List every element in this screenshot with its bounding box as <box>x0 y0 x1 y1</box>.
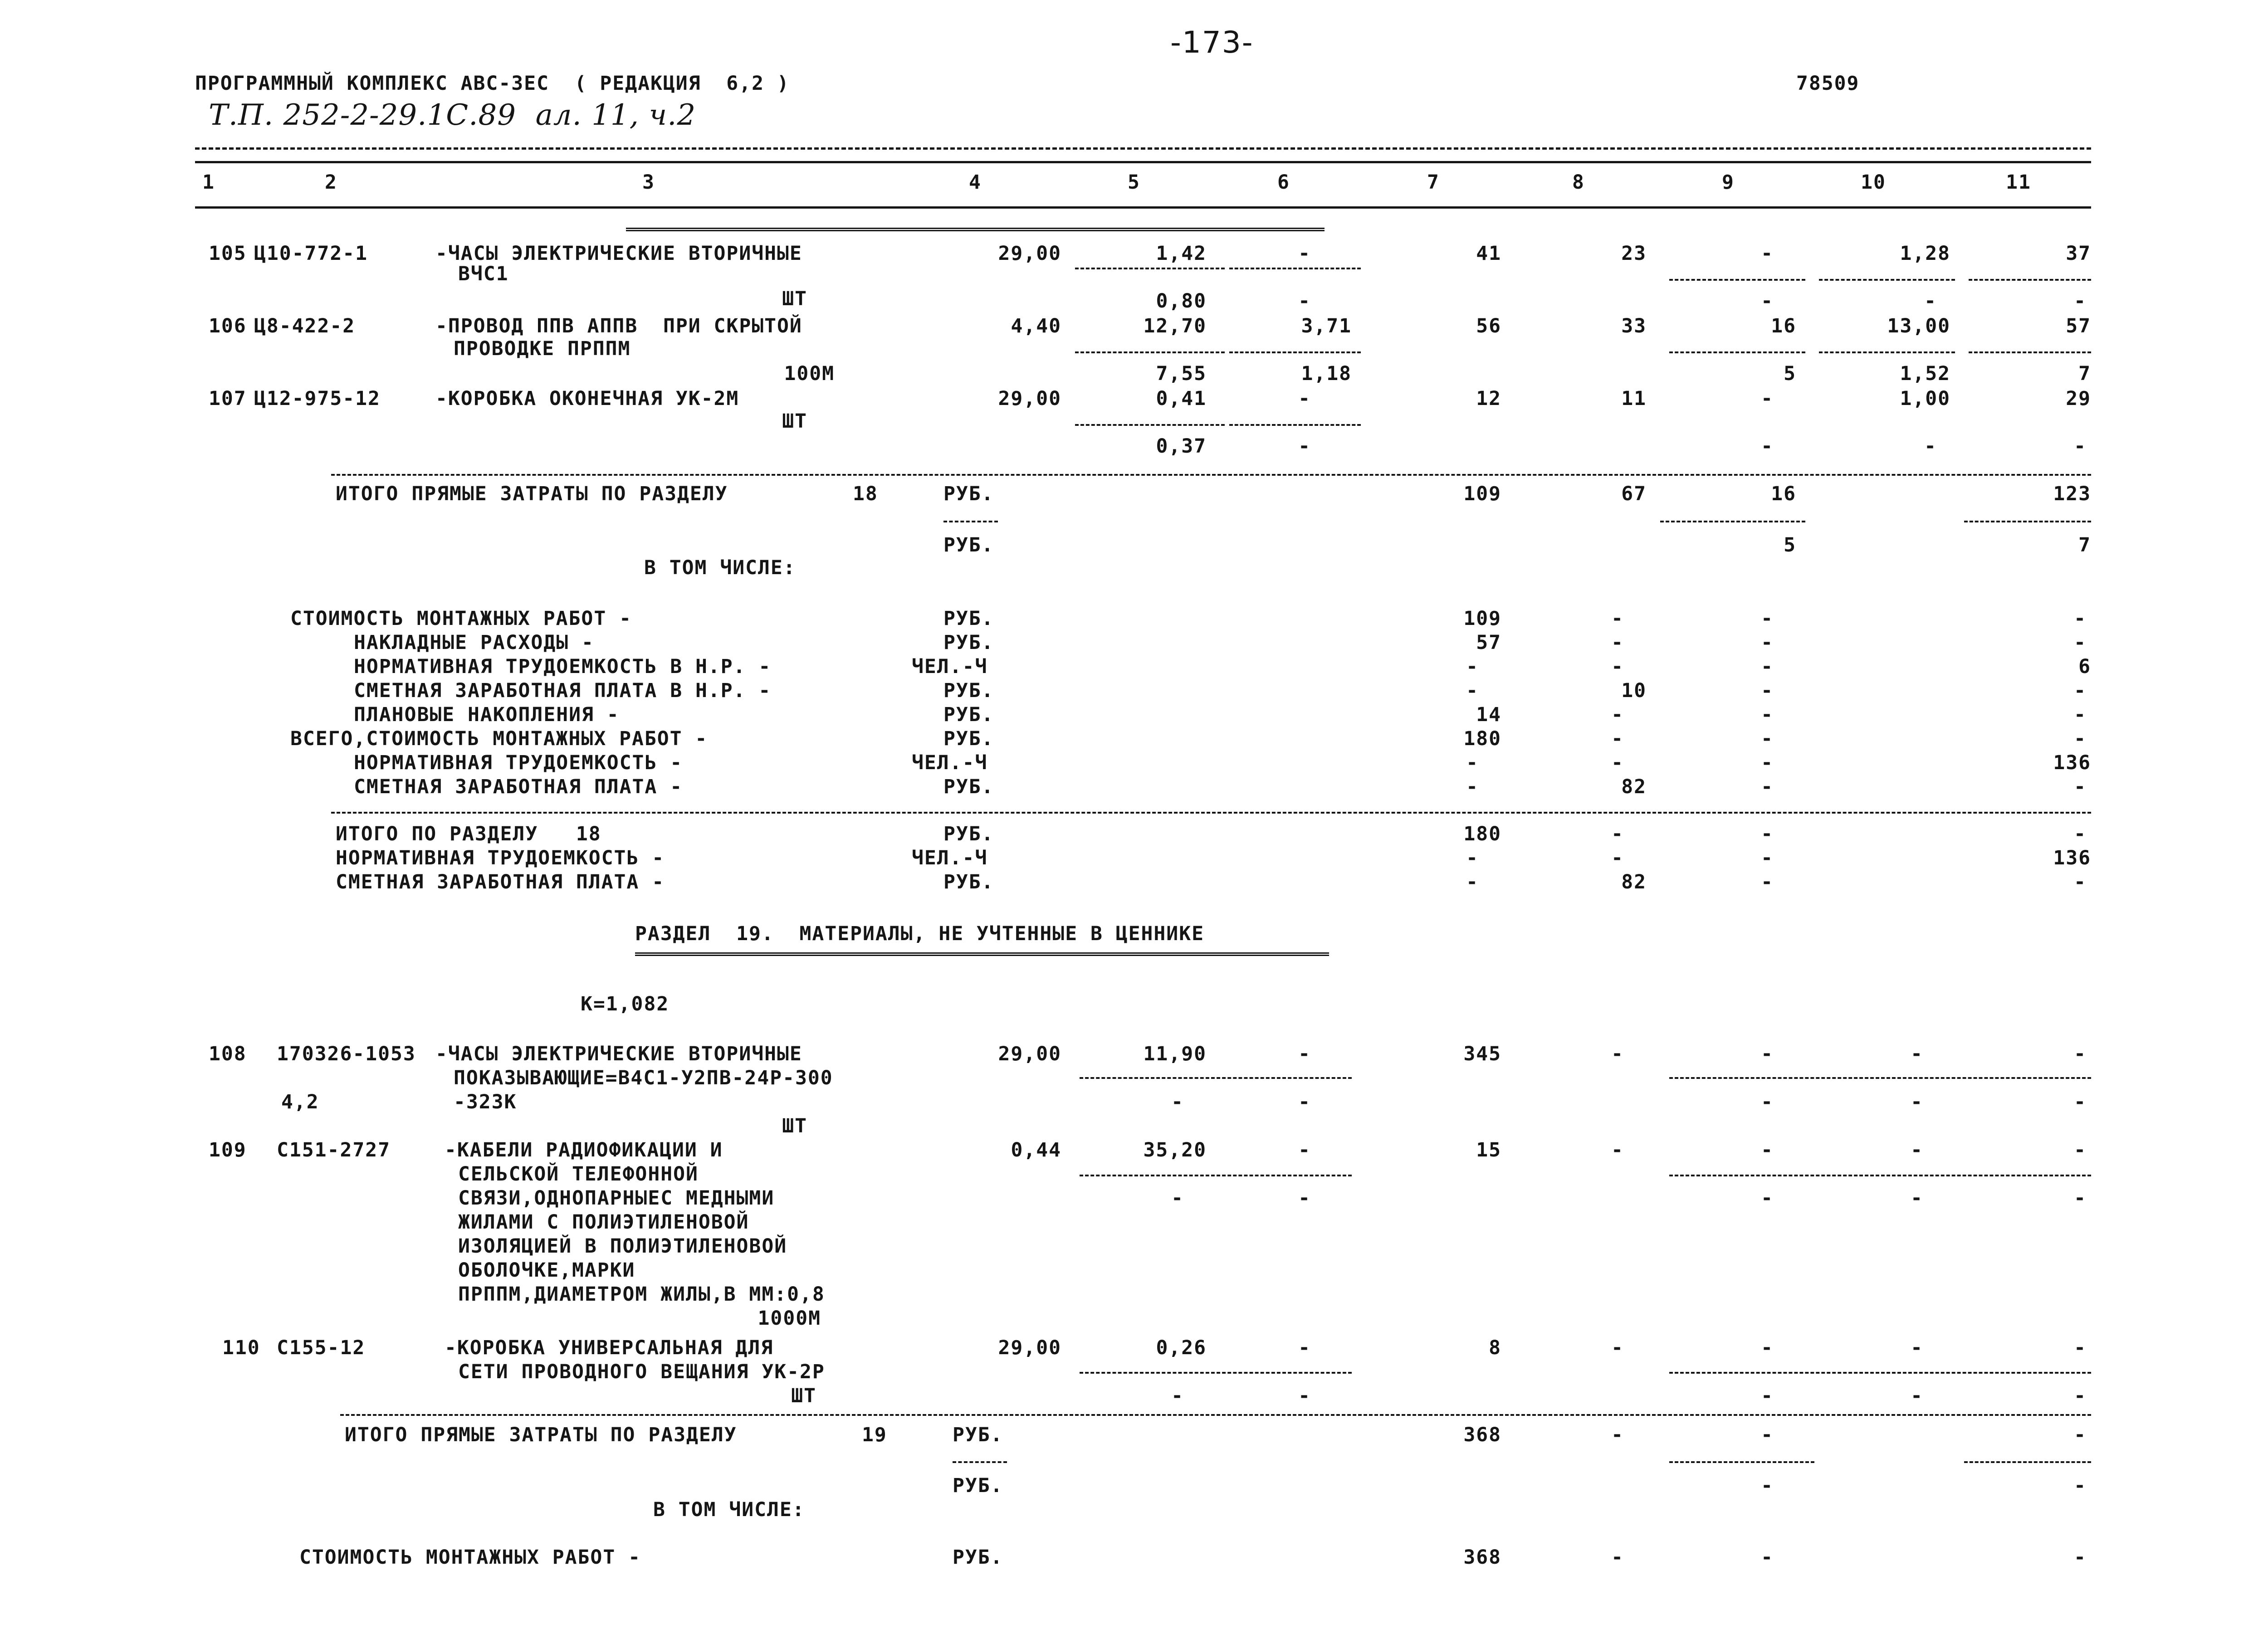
breakdown-c11: - <box>2074 776 2087 798</box>
including-label: В ТОМ ЧИСЛЕ: <box>644 556 796 579</box>
item-unit: ШТ <box>782 288 807 310</box>
item-quantity: 29,00 <box>998 242 1061 265</box>
item-quantity: 4,40 <box>1011 315 1061 337</box>
breakdown-c8: - <box>1611 607 1624 630</box>
labor-total-b: - <box>2074 1187 2087 1210</box>
summary-c11: - <box>2074 823 2087 845</box>
breakdown-c8: - <box>1611 655 1624 678</box>
summary-c7: - <box>1466 871 1479 893</box>
breakdown-c8: - <box>1611 703 1624 726</box>
labor-unit-b: - <box>1924 435 1937 458</box>
breakdown-c8: - <box>1611 631 1624 654</box>
machine-total: - <box>1761 1336 1774 1359</box>
labor-unit-b: 1,52 <box>1900 362 1950 385</box>
total-cost: 109 <box>1463 483 1501 505</box>
wage-cost: - <box>1611 1043 1624 1065</box>
labor-total: - <box>2074 1424 2087 1446</box>
item-quantity: 29,00 <box>998 1043 1061 1065</box>
breakdown-c8: - <box>1611 751 1624 774</box>
item-code: С155-12 <box>277 1336 366 1359</box>
including-label: В ТОМ ЧИСЛЕ: <box>653 1498 805 1521</box>
labor-unit: 1,00 <box>1900 387 1950 410</box>
total-cost: 15 <box>1476 1139 1501 1161</box>
machine-total: - <box>1761 1139 1774 1161</box>
machine-total: 16 <box>1771 483 1796 505</box>
unit-cost: 12,70 <box>1143 315 1207 337</box>
item-description: ПОКАЗЫВАЮЩИЕ=В4С1-У2ПВ-24Р-300 <box>454 1067 833 1089</box>
item-description: -ЧАСЫ ЭЛЕКТРИЧЕСКИЕ ВТОРИЧНЫЕ <box>435 242 802 265</box>
summary-c8: 82 <box>1621 871 1647 893</box>
breakdown-label: НОРМАТИВНАЯ ТРУДОЕМКОСТЬ В Н.Р. - <box>354 655 772 678</box>
total-cost: 368 <box>1463 1424 1501 1446</box>
total-cost: 8 <box>1489 1336 1501 1359</box>
item-unit: ШТ <box>791 1385 816 1407</box>
machine-total-wage: 5 <box>1784 362 1796 385</box>
total-cost: 56 <box>1476 315 1501 337</box>
breakdown-c7: 14 <box>1476 703 1501 726</box>
machine-total-wage: - <box>1761 435 1774 458</box>
machine-total-wage: - <box>1761 1474 1774 1497</box>
summary-unit: РУБ. <box>943 871 994 893</box>
labor-unit: - <box>1911 1043 1923 1065</box>
column-number-7: 7 <box>1427 171 1440 194</box>
breakdown-c11: - <box>2074 679 2087 702</box>
unit-cost: 1,42 <box>1156 242 1207 265</box>
item-description: СЕТИ ПРОВОДНОГО ВЕЩАНИЯ УК-2Р <box>458 1361 825 1383</box>
item-description: ВЧС1 <box>458 263 509 285</box>
labor-total-b: - <box>2074 290 2087 312</box>
unit-cost: 0,41 <box>1156 387 1207 410</box>
final-c9: - <box>1761 1546 1774 1569</box>
summary-label: НОРМАТИВНАЯ ТРУДОЕМКОСТЬ - <box>336 847 665 869</box>
machine-total-wage: - <box>1761 290 1774 312</box>
total-unit-2: РУБ. <box>943 534 994 556</box>
item-unit: 1000М <box>758 1307 821 1330</box>
item-number: 105 <box>209 242 247 265</box>
labor-total-b: - <box>2074 1474 2087 1497</box>
summary-label: ИТОГО ПО РАЗДЕЛУ 18 <box>336 823 601 845</box>
header-dotted-line <box>195 147 2091 150</box>
labor-total-b: - <box>2074 1091 2087 1113</box>
breakdown-c11: 136 <box>2053 751 2091 774</box>
breakdown-unit: РУБ. <box>943 631 994 654</box>
column-number-6: 6 <box>1277 171 1290 194</box>
labor-total: - <box>2074 1336 2087 1359</box>
item-code: С151-2727 <box>277 1139 391 1161</box>
column-number-4: 4 <box>969 171 982 194</box>
item-description: ЖИЛАМИ С ПОЛИЭТИЛЕНОВОЙ <box>458 1211 749 1234</box>
machine-cost: - <box>1298 1139 1311 1161</box>
wage-cost: 11 <box>1621 387 1647 410</box>
wage-cost: - <box>1611 1424 1624 1446</box>
breakdown-c9: - <box>1761 751 1774 774</box>
labor-unit: 1,28 <box>1900 242 1950 265</box>
unit-cost-wage: 0,37 <box>1156 435 1207 458</box>
item-description: ОБОЛОЧКЕ,МАРКИ <box>458 1259 635 1282</box>
summary-c9: - <box>1761 823 1774 845</box>
unit-cost-wage: - <box>1171 1091 1184 1113</box>
item-description: ИЗОЛЯЦИЕЙ В ПОЛИЭТИЛЕНОВОЙ <box>458 1235 787 1258</box>
labor-unit: - <box>1911 1139 1923 1161</box>
labor-unit: 13,00 <box>1887 315 1950 337</box>
labor-total: 57 <box>2066 315 2091 337</box>
summary-c11: 136 <box>2053 847 2091 869</box>
machine-total-wage: 5 <box>1784 534 1796 556</box>
breakdown-c11: - <box>2074 607 2087 630</box>
item-description: СВЯЗИ,ОДНОПАРНЫЕС МЕДНЫМИ <box>458 1187 775 1210</box>
item-unit: ШТ <box>782 410 807 433</box>
machine-wage: - <box>1298 290 1311 312</box>
total-unit: РУБ. <box>953 1424 1003 1446</box>
item-description: -КОРОБКА ОКОНЕЧНАЯ УК-2М <box>435 387 739 410</box>
breakdown-label: ВСЕГО,СТОИМОСТЬ МОНТАЖНЫХ РАБОТ - <box>290 727 708 750</box>
machine-total: - <box>1761 387 1774 410</box>
machine-cost: 3,71 <box>1301 315 1352 337</box>
labor-total-b: 7 <box>2078 534 2091 556</box>
breakdown-label: НОРМАТИВНАЯ ТРУДОЕМКОСТЬ - <box>354 751 683 774</box>
breakdown-c9: - <box>1761 607 1774 630</box>
item-quantity: 29,00 <box>998 1336 1061 1359</box>
item-code: 170326-1053 <box>277 1043 416 1065</box>
unit-cost: 11,90 <box>1143 1043 1207 1065</box>
breakdown-unit: ЧЕЛ.-Ч <box>912 655 988 678</box>
breakdown-label: НАКЛАДНЫЕ РАСХОДЫ - <box>354 631 594 654</box>
labor-unit: - <box>1911 1336 1923 1359</box>
item-description: -323К <box>454 1091 517 1113</box>
summary-c9: - <box>1761 871 1774 893</box>
wage-cost: 33 <box>1621 315 1647 337</box>
breakdown-c8: 82 <box>1621 776 1647 798</box>
item-quantity: 29,00 <box>998 387 1061 410</box>
header-top-rule <box>195 161 2091 163</box>
item-extra: 4,2 <box>281 1091 319 1113</box>
item-number: 110 <box>222 1336 260 1359</box>
breakdown-unit: ЧЕЛ.-Ч <box>912 751 988 774</box>
summary-c9: - <box>1761 847 1774 869</box>
labor-unit-b: - <box>1911 1385 1923 1407</box>
breakdown-unit: РУБ. <box>943 727 994 750</box>
unit-cost-wage: - <box>1171 1385 1184 1407</box>
breakdown-label: СТОИМОСТЬ МОНТАЖНЫХ РАБОТ - <box>290 607 632 630</box>
summary-c8: - <box>1611 847 1624 869</box>
final-c7: 368 <box>1463 1546 1501 1569</box>
summary-label: СМЕТНАЯ ЗАРАБОТНАЯ ПЛАТА - <box>336 871 665 893</box>
program-title: ПРОГРАММНЫЙ КОМПЛЕКС АВС-ЗЕС ( РЕДАКЦИЯ 6,2 ) <box>195 72 790 95</box>
item-number: 106 <box>209 315 247 337</box>
column-number-1: 1 <box>202 171 215 194</box>
machine-wage: - <box>1298 1385 1311 1407</box>
final-c11: - <box>2074 1546 2087 1569</box>
machine-total-wage: - <box>1761 1091 1774 1113</box>
final-label: СТОИМОСТЬ МОНТАЖНЫХ РАБОТ - <box>299 1546 641 1569</box>
labor-total: 37 <box>2066 242 2091 265</box>
labor-total-b: - <box>2074 1385 2087 1407</box>
labor-total-b: 7 <box>2078 362 2091 385</box>
breakdown-c7: - <box>1466 679 1479 702</box>
labor-unit-b: - <box>1911 1091 1923 1113</box>
labor-total: - <box>2074 1043 2087 1065</box>
breakdown-c8: - <box>1611 727 1624 750</box>
breakdown-c7: 180 <box>1463 727 1501 750</box>
breakdown-c11: - <box>2074 631 2087 654</box>
wage-cost: - <box>1611 1139 1624 1161</box>
total-section-number: 18 <box>853 483 878 505</box>
item-description: -ЧАСЫ ЭЛЕКТРИЧЕСКИЕ ВТОРИЧНЫЕ <box>435 1043 802 1065</box>
section-19-title: РАЗДЕЛ 19. МАТЕРИАЛЫ, НЕ УЧТЕННЫЕ В ЦЕННИКЕ <box>635 922 1204 945</box>
item-number: 109 <box>209 1139 247 1161</box>
handwritten-reference: Т.П. 252-2-29.1С.89 ал. 11, ч.2 <box>209 98 696 132</box>
breakdown-label: СМЕТНАЯ ЗАРАБОТНАЯ ПЛАТА В Н.Р. - <box>354 679 772 702</box>
machine-wage: - <box>1298 1091 1311 1113</box>
total-unit-2: РУБ. <box>953 1474 1003 1497</box>
summary-unit: ЧЕЛ.-Ч <box>912 847 988 869</box>
breakdown-c7: - <box>1466 751 1479 774</box>
breakdown-unit: РУБ. <box>943 607 994 630</box>
total-cost: 41 <box>1476 242 1501 265</box>
breakdown-unit: РУБ. <box>943 776 994 798</box>
machine-total: - <box>1761 242 1774 265</box>
unit-cost: 0,26 <box>1156 1336 1207 1359</box>
breakdown-c7: 109 <box>1463 607 1501 630</box>
breakdown-c11: - <box>2074 703 2087 726</box>
breakdown-c9: - <box>1761 703 1774 726</box>
total-section-number: 19 <box>862 1424 887 1446</box>
summary-unit: РУБ. <box>943 823 994 845</box>
total-unit: РУБ. <box>943 483 994 505</box>
unit-cost-wage: 0,80 <box>1156 290 1207 312</box>
item-description: СЕЛЬСКОЙ ТЕЛЕФОННОЙ <box>458 1163 699 1185</box>
breakdown-c7: 57 <box>1476 631 1501 654</box>
column-number-5: 5 <box>1128 171 1140 194</box>
breakdown-c7: - <box>1466 655 1479 678</box>
column-number-2: 2 <box>325 171 337 194</box>
item-description: -КОРОБКА УНИВЕРСАЛЬНАЯ ДЛЯ <box>445 1336 774 1359</box>
item-description: ПРППМ,ДИАМЕТРОМ ЖИЛЫ,В ММ:0,8 <box>458 1283 825 1306</box>
column-number-9: 9 <box>1722 171 1735 194</box>
wage-cost: - <box>1611 1336 1624 1359</box>
item-quantity: 0,44 <box>1011 1139 1061 1161</box>
labor-total-b: - <box>2074 435 2087 458</box>
total-label: ИТОГО ПРЯМЫЕ ЗАТРАТЫ ПО РАЗДЕЛУ <box>345 1424 737 1446</box>
item-description: ПРОВОДКЕ ПРППМ <box>454 337 631 360</box>
machine-total-wage: - <box>1761 1187 1774 1210</box>
breakdown-c11: - <box>2074 727 2087 750</box>
machine-total: 16 <box>1771 315 1796 337</box>
item-number: 107 <box>209 387 247 410</box>
machine-total-wage: - <box>1761 1385 1774 1407</box>
column-number-3: 3 <box>642 171 655 194</box>
machine-total: - <box>1761 1043 1774 1065</box>
total-label: ИТОГО ПРЯМЫЕ ЗАТРАТЫ ПО РАЗДЕЛУ <box>336 483 728 505</box>
wage-cost: 23 <box>1621 242 1647 265</box>
unit-cost: 35,20 <box>1143 1139 1207 1161</box>
breakdown-c7: - <box>1466 776 1479 798</box>
column-number-10: 10 <box>1861 171 1886 194</box>
breakdown-c9: - <box>1761 727 1774 750</box>
column-number-8: 8 <box>1572 171 1585 194</box>
labor-total: - <box>2074 1139 2087 1161</box>
item-code: Ц12-975-12 <box>254 387 381 410</box>
machine-wage: 1,18 <box>1301 362 1352 385</box>
labor-unit-b: - <box>1924 290 1937 312</box>
labor-total: 123 <box>2053 483 2091 505</box>
breakdown-label: СМЕТНАЯ ЗАРАБОТНАЯ ПЛАТА - <box>354 776 683 798</box>
breakdown-c9: - <box>1761 679 1774 702</box>
item-number: 108 <box>209 1043 247 1065</box>
coefficient: К=1,082 <box>581 993 670 1015</box>
unit-cost-wage: 7,55 <box>1156 362 1207 385</box>
breakdown-label: ПЛАНОВЫЕ НАКОПЛЕНИЯ - <box>354 703 620 726</box>
breakdown-c9: - <box>1761 631 1774 654</box>
item-unit: ШТ <box>782 1115 807 1137</box>
labor-total: 29 <box>2066 387 2091 410</box>
page-number: -173- <box>1170 25 1254 60</box>
total-cost: 345 <box>1463 1043 1501 1065</box>
breakdown-c8: 10 <box>1621 679 1647 702</box>
item-code: Ц8-422-2 <box>254 315 356 337</box>
breakdown-unit: РУБ. <box>943 679 994 702</box>
breakdown-c9: - <box>1761 655 1774 678</box>
item-code: Ц10-772-1 <box>254 242 368 265</box>
item-description: -ПРОВОД ППВ АППВ ПРИ СКРЫТОЙ <box>435 315 802 337</box>
machine-cost: - <box>1298 242 1311 265</box>
machine-wage: - <box>1298 435 1311 458</box>
summary-c11: - <box>2074 871 2087 893</box>
machine-cost: - <box>1298 1336 1311 1359</box>
breakdown-c11: 6 <box>2078 655 2091 678</box>
document-code: 78509 <box>1796 72 1860 95</box>
header-bottom-rule <box>195 206 2091 209</box>
item-unit: 100М <box>784 362 835 385</box>
item-description: -КАБЕЛИ РАДИОФИКАЦИИ И <box>445 1139 723 1161</box>
machine-wage: - <box>1298 1187 1311 1210</box>
final-unit: РУБ. <box>953 1546 1003 1569</box>
summary-c8: - <box>1611 823 1624 845</box>
section-double-rule <box>626 228 1325 231</box>
total-cost: 12 <box>1476 387 1501 410</box>
summary-c7: - <box>1466 847 1479 869</box>
wage-cost: 67 <box>1621 483 1647 505</box>
summary-c7: 180 <box>1463 823 1501 845</box>
labor-unit-b: - <box>1911 1187 1923 1210</box>
machine-cost: - <box>1298 1043 1311 1065</box>
unit-cost-wage: - <box>1171 1187 1184 1210</box>
machine-total: - <box>1761 1424 1774 1446</box>
column-number-11: 11 <box>2006 171 2031 194</box>
breakdown-unit: РУБ. <box>943 703 994 726</box>
machine-cost: - <box>1298 387 1311 410</box>
breakdown-c9: - <box>1761 776 1774 798</box>
final-c8: - <box>1611 1546 1624 1569</box>
